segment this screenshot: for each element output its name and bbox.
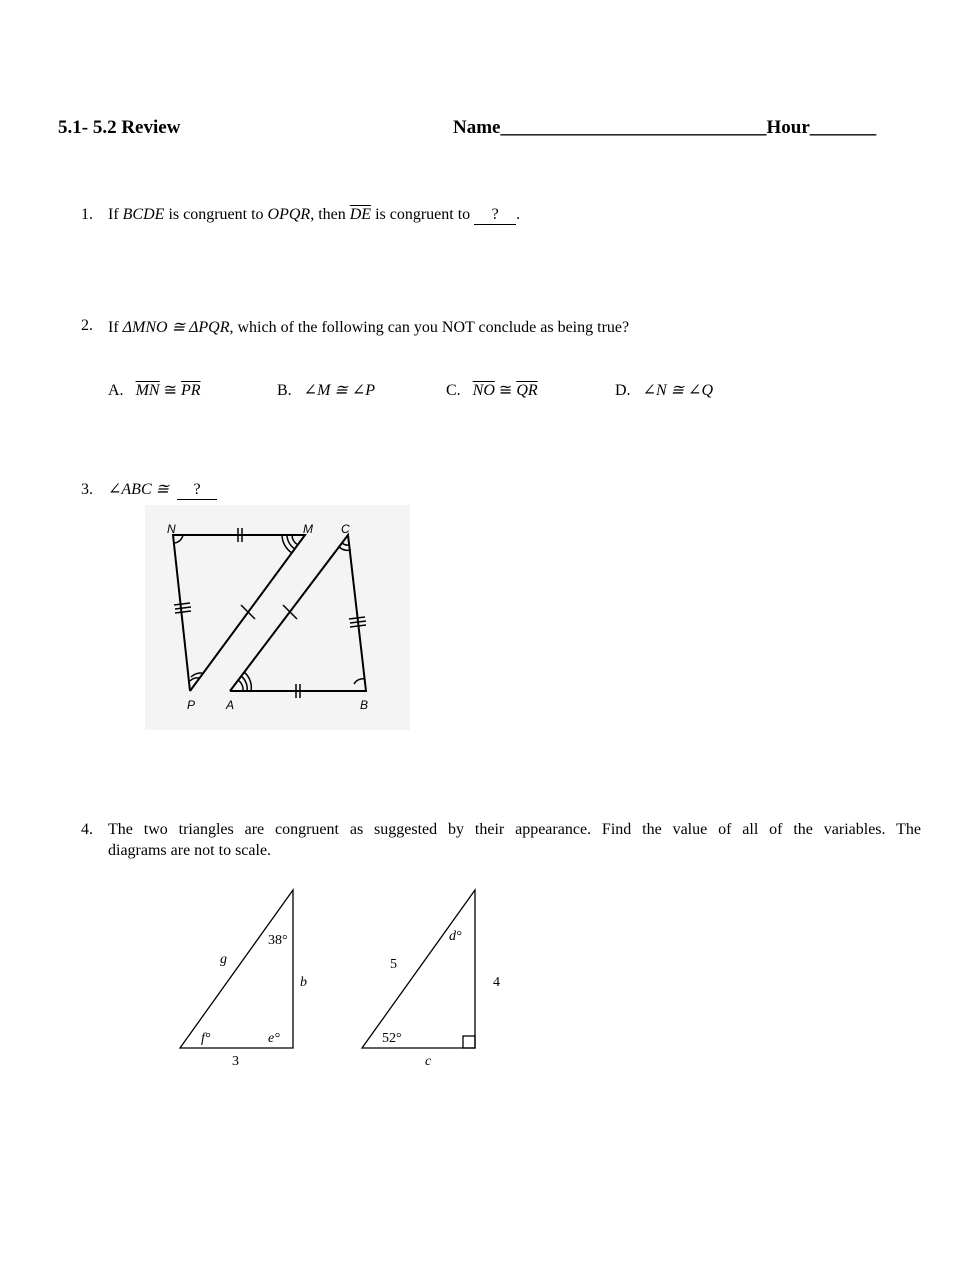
hour-label: Hour	[766, 117, 810, 138]
name-blank: ____________________________	[500, 117, 767, 138]
q1-t4: OPQR	[267, 206, 311, 223]
q1-t1: If	[108, 206, 123, 223]
label-m: M	[303, 522, 313, 536]
name-hour-line	[453, 117, 876, 139]
choice-c-op: ≅	[498, 382, 513, 399]
choice-d	[615, 380, 713, 400]
label-a: A	[226, 698, 235, 712]
choice-d-expr: ∠N ≅ ∠Q	[642, 382, 714, 399]
triangle-2	[362, 890, 475, 1048]
choice-c-seg2: $\overline{QR}$	[516, 382, 538, 399]
choice-b-letter: B.	[277, 382, 292, 399]
tri2-left-angle: 52°	[382, 1031, 402, 1046]
q3-expr: ∠ABC ≅	[108, 481, 170, 498]
q3-answer-blank: ?	[177, 481, 217, 500]
triangle-1	[180, 890, 293, 1048]
q1-segment: $\overline{DE}$	[349, 206, 372, 223]
choice-c-seg1: $\overline{NO}$	[472, 382, 495, 399]
diagram-background	[145, 505, 410, 730]
label-b: B	[360, 698, 369, 712]
tri1-base: 3	[232, 1054, 239, 1069]
name-label: Name	[453, 117, 501, 138]
q2-t1: If	[108, 319, 123, 336]
choice-a-seg2: $\overline{PR}$	[180, 382, 201, 399]
q1-text	[108, 206, 520, 225]
page-title: 5.1- 5.2 Review	[58, 117, 181, 138]
label-c: C	[341, 522, 350, 536]
tri1-top-angle: 38°	[268, 933, 288, 948]
tri2-base: c	[425, 1054, 432, 1069]
tri2-hypotenuse: 5	[390, 957, 397, 972]
q4-number: 4.	[81, 821, 93, 838]
right-angle-mark	[463, 1036, 475, 1048]
q4-line-1: The two triangles are congruent as suggested by their appearance. Find the value of all of the variables. The	[108, 821, 921, 838]
choice-a-op: ≅	[163, 382, 177, 399]
q1-t2: BCDE	[122, 206, 165, 223]
choice-d-letter: D.	[615, 382, 631, 399]
q3-diagram	[145, 505, 410, 730]
q2-statement: ΔMNO ≅ ΔPQR	[122, 319, 230, 336]
label-p: P	[187, 698, 196, 712]
q1-number: 1.	[81, 206, 93, 223]
tri2-top-angle: d°	[449, 929, 462, 944]
tri1-left-angle: f°	[201, 1031, 211, 1046]
hour-blank: _______	[809, 117, 877, 138]
q4-diagram	[170, 880, 520, 1075]
tri1-side: b	[300, 975, 307, 990]
q1-answer-blank: ?	[474, 206, 516, 225]
tri1-right-angle: e°	[268, 1031, 280, 1046]
q2-text	[108, 317, 629, 337]
choice-a-seg1: $\overline{MN}$	[135, 382, 160, 399]
q1-t3: is congruent to	[164, 206, 268, 223]
tri1-hypotenuse: g	[220, 952, 227, 967]
q4-line-2: diagrams are not to scale.	[108, 842, 272, 859]
tri2-side: 4	[493, 975, 500, 990]
choice-c-letter: C.	[446, 382, 461, 399]
choice-a	[108, 380, 201, 400]
q1-t6: is congruent to	[371, 206, 475, 223]
q2-t2: , which of the following can you NOT conclude as being true?	[229, 319, 630, 336]
choice-c	[446, 380, 538, 400]
q3-text	[108, 479, 217, 500]
label-n: N	[167, 522, 176, 536]
q1-t7: .	[516, 206, 521, 223]
q3-number: 3.	[81, 481, 93, 498]
choice-a-letter: A.	[108, 382, 124, 399]
q1-t5: , then	[310, 206, 350, 223]
choice-b	[277, 380, 375, 400]
q2-number: 2.	[81, 317, 93, 334]
choice-b-expr: ∠M ≅ ∠P	[303, 382, 375, 399]
